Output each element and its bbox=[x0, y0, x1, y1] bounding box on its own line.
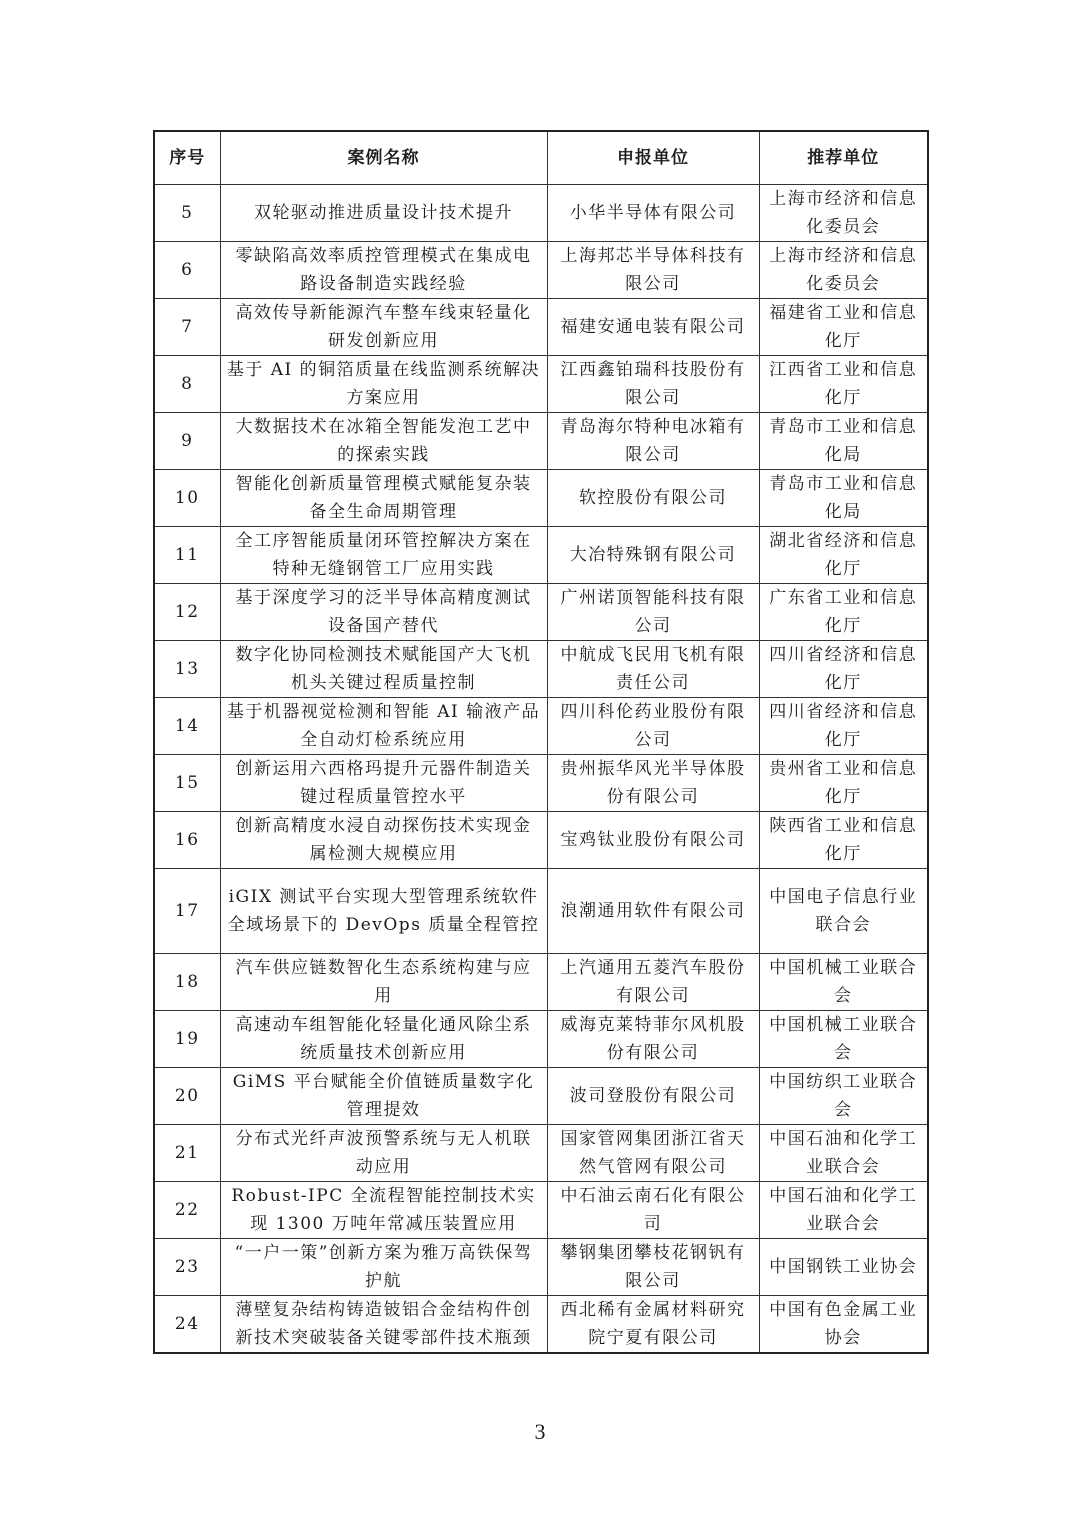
cell-case-name: 汽车供应链数智化生态系统构建与应用 bbox=[220, 954, 547, 1011]
cell-case-name: 创新运用六西格玛提升元器件制造关键过程质量管控水平 bbox=[220, 755, 547, 812]
table-row bbox=[154, 1068, 928, 1125]
table-row bbox=[154, 954, 928, 1011]
cell-case-name: 分布式光纤声波预警系统与无人机联动应用 bbox=[220, 1125, 547, 1182]
cell-applicant-unit: 上海邦芯半导体科技有限公司 bbox=[547, 242, 759, 299]
cell-applicant-unit: 软控股份有限公司 bbox=[547, 470, 759, 527]
table-row bbox=[154, 869, 928, 954]
table-row bbox=[154, 1125, 928, 1182]
table-row bbox=[154, 641, 928, 698]
cell-applicant-unit: 攀钢集团攀枝花钢钒有限公司 bbox=[547, 1239, 759, 1296]
cell-applicant-unit: 贵州振华风光半导体股份有限公司 bbox=[547, 755, 759, 812]
cell-case-name: 智能化创新质量管理模式赋能复杂装备全生命周期管理 bbox=[220, 470, 547, 527]
cell-recommending-unit: 湖北省经济和信息化厅 bbox=[759, 527, 928, 584]
cell-serial-number: 12 bbox=[154, 584, 220, 641]
cell-serial-number: 7 bbox=[154, 299, 220, 356]
cell-case-name: 全工序智能质量闭环管控解决方案在特种无缝钢管工厂应用实践 bbox=[220, 527, 547, 584]
cell-serial-number: 13 bbox=[154, 641, 220, 698]
cell-recommending-unit: 上海市经济和信息化委员会 bbox=[759, 185, 928, 242]
table-row bbox=[154, 527, 928, 584]
table-row bbox=[154, 185, 928, 242]
table-row bbox=[154, 413, 928, 470]
cell-applicant-unit: 中航成飞民用飞机有限责任公司 bbox=[547, 641, 759, 698]
cell-applicant-unit: 国家管网集团浙江省天然气管网有限公司 bbox=[547, 1125, 759, 1182]
cell-case-name: 高效传导新能源汽车整车线束轻量化研发创新应用 bbox=[220, 299, 547, 356]
cell-recommending-unit: 江西省工业和信息化厅 bbox=[759, 356, 928, 413]
table-row bbox=[154, 299, 928, 356]
cell-recommending-unit: 中国机械工业联合会 bbox=[759, 1011, 928, 1068]
cell-applicant-unit: 上汽通用五菱汽车股份有限公司 bbox=[547, 954, 759, 1011]
cell-applicant-unit: 大冶特殊钢有限公司 bbox=[547, 527, 759, 584]
cell-case-name: GiMS 平台赋能全价值链质量数字化管理提效 bbox=[220, 1068, 547, 1125]
table-row bbox=[154, 1296, 928, 1354]
cell-serial-number: 19 bbox=[154, 1011, 220, 1068]
cell-recommending-unit: 上海市经济和信息化委员会 bbox=[759, 242, 928, 299]
cell-applicant-unit: 福建安通电装有限公司 bbox=[547, 299, 759, 356]
cell-case-name: 高速动车组智能化轻量化通风除尘系统质量技术创新应用 bbox=[220, 1011, 547, 1068]
cell-serial-number: 11 bbox=[154, 527, 220, 584]
cell-case-name: 大数据技术在冰箱全智能发泡工艺中的探索实践 bbox=[220, 413, 547, 470]
cell-case-name: Robust-IPC 全流程智能控制技术实现 1300 万吨年常减压装置应用 bbox=[220, 1182, 547, 1239]
cell-applicant-unit: 西北稀有金属材料研究院宁夏有限公司 bbox=[547, 1296, 759, 1354]
cell-serial-number: 22 bbox=[154, 1182, 220, 1239]
cell-recommending-unit: 中国电子信息行业联合会 bbox=[759, 869, 928, 954]
cell-serial-number: 14 bbox=[154, 698, 220, 755]
cases-table bbox=[153, 130, 929, 1354]
cell-serial-number: 18 bbox=[154, 954, 220, 1011]
cell-recommending-unit: 中国纺织工业联合会 bbox=[759, 1068, 928, 1125]
table-row bbox=[154, 1011, 928, 1068]
header-recommending-unit: 推荐单位 bbox=[759, 131, 928, 185]
table-row bbox=[154, 470, 928, 527]
cell-serial-number: 10 bbox=[154, 470, 220, 527]
cell-serial-number: 15 bbox=[154, 755, 220, 812]
table-body bbox=[154, 185, 928, 1354]
table-row bbox=[154, 1182, 928, 1239]
cell-serial-number: 8 bbox=[154, 356, 220, 413]
table-row bbox=[154, 584, 928, 641]
cell-case-name: 数字化协同检测技术赋能国产大飞机机头关键过程质量控制 bbox=[220, 641, 547, 698]
cell-recommending-unit: 中国石油和化学工业联合会 bbox=[759, 1125, 928, 1182]
cell-case-name: 薄壁复杂结构铸造铍铝合金结构件创新技术突破装备关键零部件技术瓶颈 bbox=[220, 1296, 547, 1354]
cell-serial-number: 9 bbox=[154, 413, 220, 470]
header-case-name: 案例名称 bbox=[220, 131, 547, 185]
cell-applicant-unit: 中石油云南石化有限公司 bbox=[547, 1182, 759, 1239]
cell-recommending-unit: 广东省工业和信息化厅 bbox=[759, 584, 928, 641]
cell-recommending-unit: 中国钢铁工业协会 bbox=[759, 1239, 928, 1296]
cell-applicant-unit: 广州诺顶智能科技有限公司 bbox=[547, 584, 759, 641]
cell-serial-number: 23 bbox=[154, 1239, 220, 1296]
table-row bbox=[154, 812, 928, 869]
cell-applicant-unit: 宝鸡钛业股份有限公司 bbox=[547, 812, 759, 869]
cell-serial-number: 5 bbox=[154, 185, 220, 242]
table-row bbox=[154, 755, 928, 812]
cell-case-name: 基于 AI 的铜箔质量在线监测系统解决方案应用 bbox=[220, 356, 547, 413]
table-row bbox=[154, 698, 928, 755]
cell-recommending-unit: 青岛市工业和信息化局 bbox=[759, 470, 928, 527]
cell-recommending-unit: 中国石油和化学工业联合会 bbox=[759, 1182, 928, 1239]
table-row bbox=[154, 242, 928, 299]
cell-case-name: 基于深度学习的泛半导体高精度测试设备国产替代 bbox=[220, 584, 547, 641]
cell-applicant-unit: 波司登股份有限公司 bbox=[547, 1068, 759, 1125]
page-number: 3 bbox=[534, 1419, 546, 1444]
cell-case-name: 创新高精度水浸自动探伤技术实现金属检测大规模应用 bbox=[220, 812, 547, 869]
cell-recommending-unit: 青岛市工业和信息化局 bbox=[759, 413, 928, 470]
header-serial-number: 序号 bbox=[154, 131, 220, 185]
cell-case-name: 零缺陷高效率质控管理模式在集成电路设备制造实践经验 bbox=[220, 242, 547, 299]
cell-recommending-unit: 陕西省工业和信息化厅 bbox=[759, 812, 928, 869]
cell-applicant-unit: 小华半导体有限公司 bbox=[547, 185, 759, 242]
cell-applicant-unit: 威海克莱特菲尔风机股份有限公司 bbox=[547, 1011, 759, 1068]
cell-applicant-unit: 四川科伦药业股份有限公司 bbox=[547, 698, 759, 755]
header-applicant-unit: 申报单位 bbox=[547, 131, 759, 185]
cell-serial-number: 6 bbox=[154, 242, 220, 299]
cell-case-name: “一户一策”创新方案为雅万高铁保驾护航 bbox=[220, 1239, 547, 1296]
cell-recommending-unit: 中国机械工业联合会 bbox=[759, 954, 928, 1011]
cell-applicant-unit: 浪潮通用软件有限公司 bbox=[547, 869, 759, 954]
cell-case-name: 双轮驱动推进质量设计技术提升 bbox=[220, 185, 547, 242]
cell-serial-number: 16 bbox=[154, 812, 220, 869]
cell-applicant-unit: 江西鑫铂瑞科技股份有限公司 bbox=[547, 356, 759, 413]
cell-case-name: iGIX 测试平台实现大型管理系统软件全域场景下的 DevOps 质量全程管控 bbox=[220, 869, 547, 954]
table-row bbox=[154, 1239, 928, 1296]
table-row bbox=[154, 356, 928, 413]
cell-serial-number: 17 bbox=[154, 869, 220, 954]
cell-recommending-unit: 四川省经济和信息化厅 bbox=[759, 641, 928, 698]
cell-serial-number: 24 bbox=[154, 1296, 220, 1354]
cell-case-name: 基于机器视觉检测和智能 AI 输液产品全自动灯检系统应用 bbox=[220, 698, 547, 755]
cell-applicant-unit: 青岛海尔特种电冰箱有限公司 bbox=[547, 413, 759, 470]
cell-recommending-unit: 福建省工业和信息化厅 bbox=[759, 299, 928, 356]
table-header-row bbox=[154, 131, 928, 185]
cell-recommending-unit: 贵州省工业和信息化厅 bbox=[759, 755, 928, 812]
cell-serial-number: 20 bbox=[154, 1068, 220, 1125]
cell-recommending-unit: 中国有色金属工业协会 bbox=[759, 1296, 928, 1354]
cell-serial-number: 21 bbox=[154, 1125, 220, 1182]
cell-recommending-unit: 四川省经济和信息化厅 bbox=[759, 698, 928, 755]
